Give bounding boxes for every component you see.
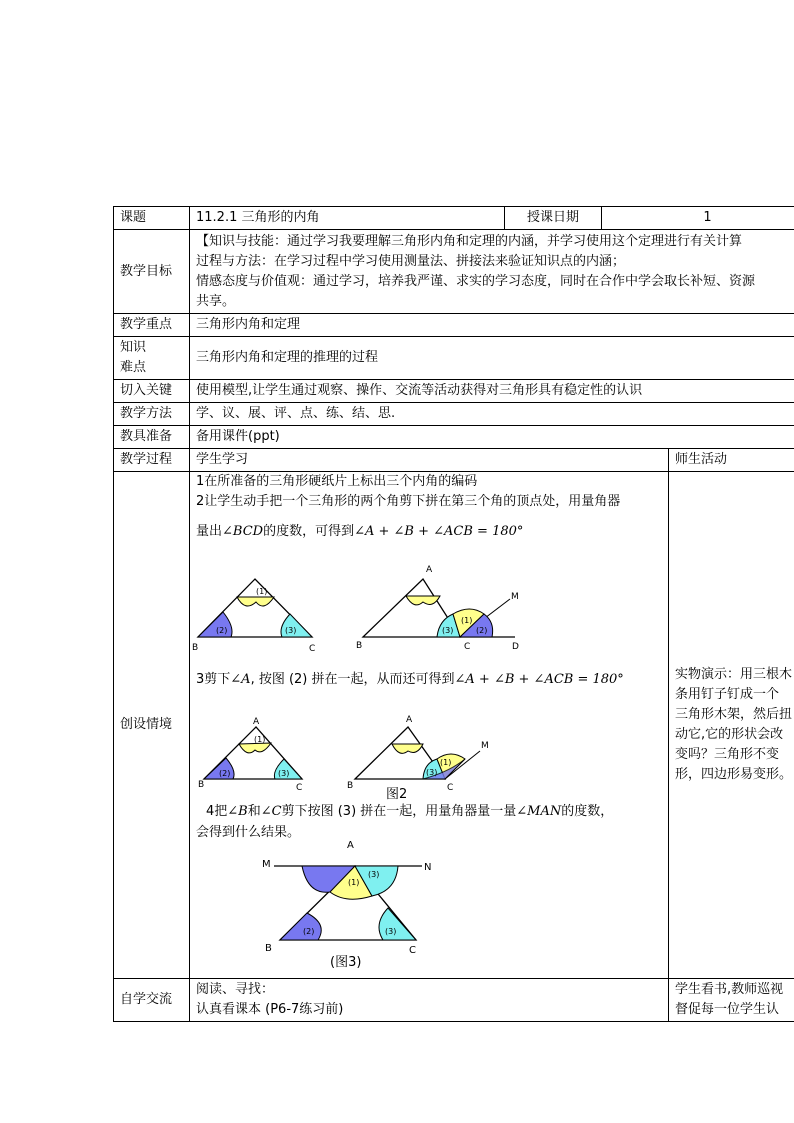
step-3-mid: , 按图 (2) 拼在一起，从而还可得到 [250,672,455,687]
figure-1-right [356,565,519,652]
process-label: 教学过程 [114,449,190,472]
step-3 [196,670,624,690]
self-line-2: 认真看课本 (P6-7练习前) [196,1002,344,1017]
row-tools [114,426,794,449]
row-self [114,979,794,1022]
angle-b: ∠B [227,804,248,819]
angle-c: ∠C [260,804,282,819]
goal-attitude: 情感态度与价值观：通过学习，培养我严谨、求实的学习态度，同时在合作中学会取长补短、资源 [196,273,756,289]
difficulty-label-2: 难点 [120,360,147,375]
fig1-n3: (3) [285,626,297,635]
angle-a: ∠A [230,672,251,687]
scene-content [190,472,669,979]
step-4-and: 和 [247,804,261,819]
fig2-n3: (3) [278,769,290,778]
teacher-line-2: 条用钉子钉成一个 [675,687,780,702]
fig2-b: B [198,780,205,790]
goal-knowledge: 【知识与技能：通过学习我要理解三角形内角和定理的内涵，并学习使用这个定理进行有关计算 [196,233,743,249]
figure-3 [262,840,431,956]
fig3-n3: (3) [368,870,380,879]
step-2b-pre: 量出 [196,524,223,539]
difficulty-value: 三角形内角和定理的推理的过程 [190,337,794,380]
fig3-c: C [409,945,416,956]
step-4-line2: 会得到什么结果。 [196,825,301,840]
method-value: 学、议、展、评、点、练、结、思. [190,403,794,426]
teacher-line-3: 三角形木架，然后扭 [675,707,793,722]
self-content [190,979,669,1022]
figure-2-left [198,717,302,793]
fig1-b: B [192,643,199,653]
self-line-1: 阅读、寻找： [196,982,275,997]
fig2-caption: 图2 [386,787,408,802]
teacher-line-1: 实物演示：用三根木 [675,667,793,682]
key-value: 三角形内角和定理 [190,314,794,337]
process-teacher: 师生活动 [669,449,794,472]
difficulty-label [114,337,190,380]
fig2-n2: (2) [219,769,231,778]
fig1r-d: D [512,642,519,652]
fig1-n1: (1) [256,587,268,596]
fig3-n3b: (3) [385,927,397,936]
fig1r-m: M [511,592,519,602]
step-4-pre: 4把 [206,804,228,819]
goal-attitude-cont: 共享。 [196,293,236,309]
fig1-c: C [309,644,316,654]
goal-process: 过程与方法：在学习过程中学习使用测量法、拼接法来验证知识点的内涵； [196,253,626,269]
fig3-caption: (图3) [330,955,362,970]
step-4-mid: 剪下按图 (3) 拼在一起，用量角器量一量 [281,804,517,819]
difficulty-label-1: 知识 [120,340,147,355]
row-difficulty [114,337,794,380]
topic-value: 11.2.1 三角形的内角 [190,207,505,230]
formula-2: ∠A + ∠B + ∠ACB = 180° [454,672,624,687]
row-process [114,449,794,472]
fig1r-n1: (1) [461,616,473,625]
key-label: 教学重点 [114,314,190,337]
angle-bcd: ∠BCD [222,524,264,539]
fig2-a: A [253,717,260,727]
step-2b-mid: 的度数，可得到 [263,524,355,539]
self-teacher [669,979,794,1022]
fig2r-a: A [406,715,413,725]
self-teacher-1: 学生看书,教师巡视 [675,982,784,997]
step-3-pre: 3剪下 [196,672,231,687]
row-entry [114,380,794,403]
goals-content [190,230,794,314]
fig2r-m: M [481,741,489,751]
figure-1-left [192,579,315,654]
fig3-n2: (2) [303,927,315,936]
fig2r-n3: (3) [426,768,438,777]
teacher-line-4: 动它,它的形状会改 [675,727,784,742]
teacher-line-5: 变吗？三角形不变 [675,747,780,762]
scene-teacher [669,472,794,979]
fig2-c: C [296,783,303,793]
self-label: 自学交流 [114,979,190,1022]
tools-label: 教具准备 [114,426,190,449]
step-1: 1在所准备的三角形硬纸片上标出三个内角的编码 [196,474,478,489]
fig1r-b: B [356,641,363,651]
fig3-m: M [262,859,271,870]
fig1-n2: (2) [216,626,228,635]
self-teacher-2: 督促每一位学生认 [675,1002,780,1017]
date-label: 授课日期 [505,207,602,230]
scene-label: 创设情境 [114,472,190,979]
entry-label: 切入关键 [114,380,190,403]
date-value: 1 [602,207,794,230]
formula-1: ∠A + ∠B + ∠ACB = 180° [354,524,524,539]
fig3-n: N [424,862,432,873]
row-scene [114,472,794,979]
step-4 [206,802,613,822]
goals-label: 教学目标 [114,230,190,314]
fig1r-a: A [426,565,433,575]
teacher-line-6: 形，四边形易变形。 [675,767,793,782]
step-2a: 2让学生动手把一个三角形的两个角剪下拼在第三个角的顶点处，用量角器 [196,494,621,509]
entry-value: 使用模型,让学生通过观察、操作、交流等活动获得对三角形具有稳定性的认识 [190,380,794,403]
fig2r-n1: (1) [440,758,452,767]
topic-label: 课题 [114,207,190,230]
fig1r-c: C [464,642,471,652]
angle-man: ∠MAN [516,804,562,819]
fig2r-b: B [347,781,354,791]
figures-svg [190,472,669,978]
fig1r-n2: (2) [476,626,488,635]
fig3-n1: (1) [348,878,360,887]
fig2r-c: C [447,783,454,793]
fig1r-n3: (3) [442,626,454,635]
method-label: 教学方法 [114,403,190,426]
fig2-n1: (1) [254,735,266,744]
row-method [114,403,794,426]
lesson-plan-table [113,206,794,1022]
process-student: 学生学习 [190,449,669,472]
tools-value: 备用课件(ppt) [190,426,794,449]
row-topic [114,207,794,230]
fig3-b: B [265,943,272,954]
fig3-a: A [347,840,354,851]
step-4-end: 的度数， [561,804,614,819]
row-key [114,314,794,337]
figure-2-right [347,715,489,793]
row-goals [114,230,794,314]
